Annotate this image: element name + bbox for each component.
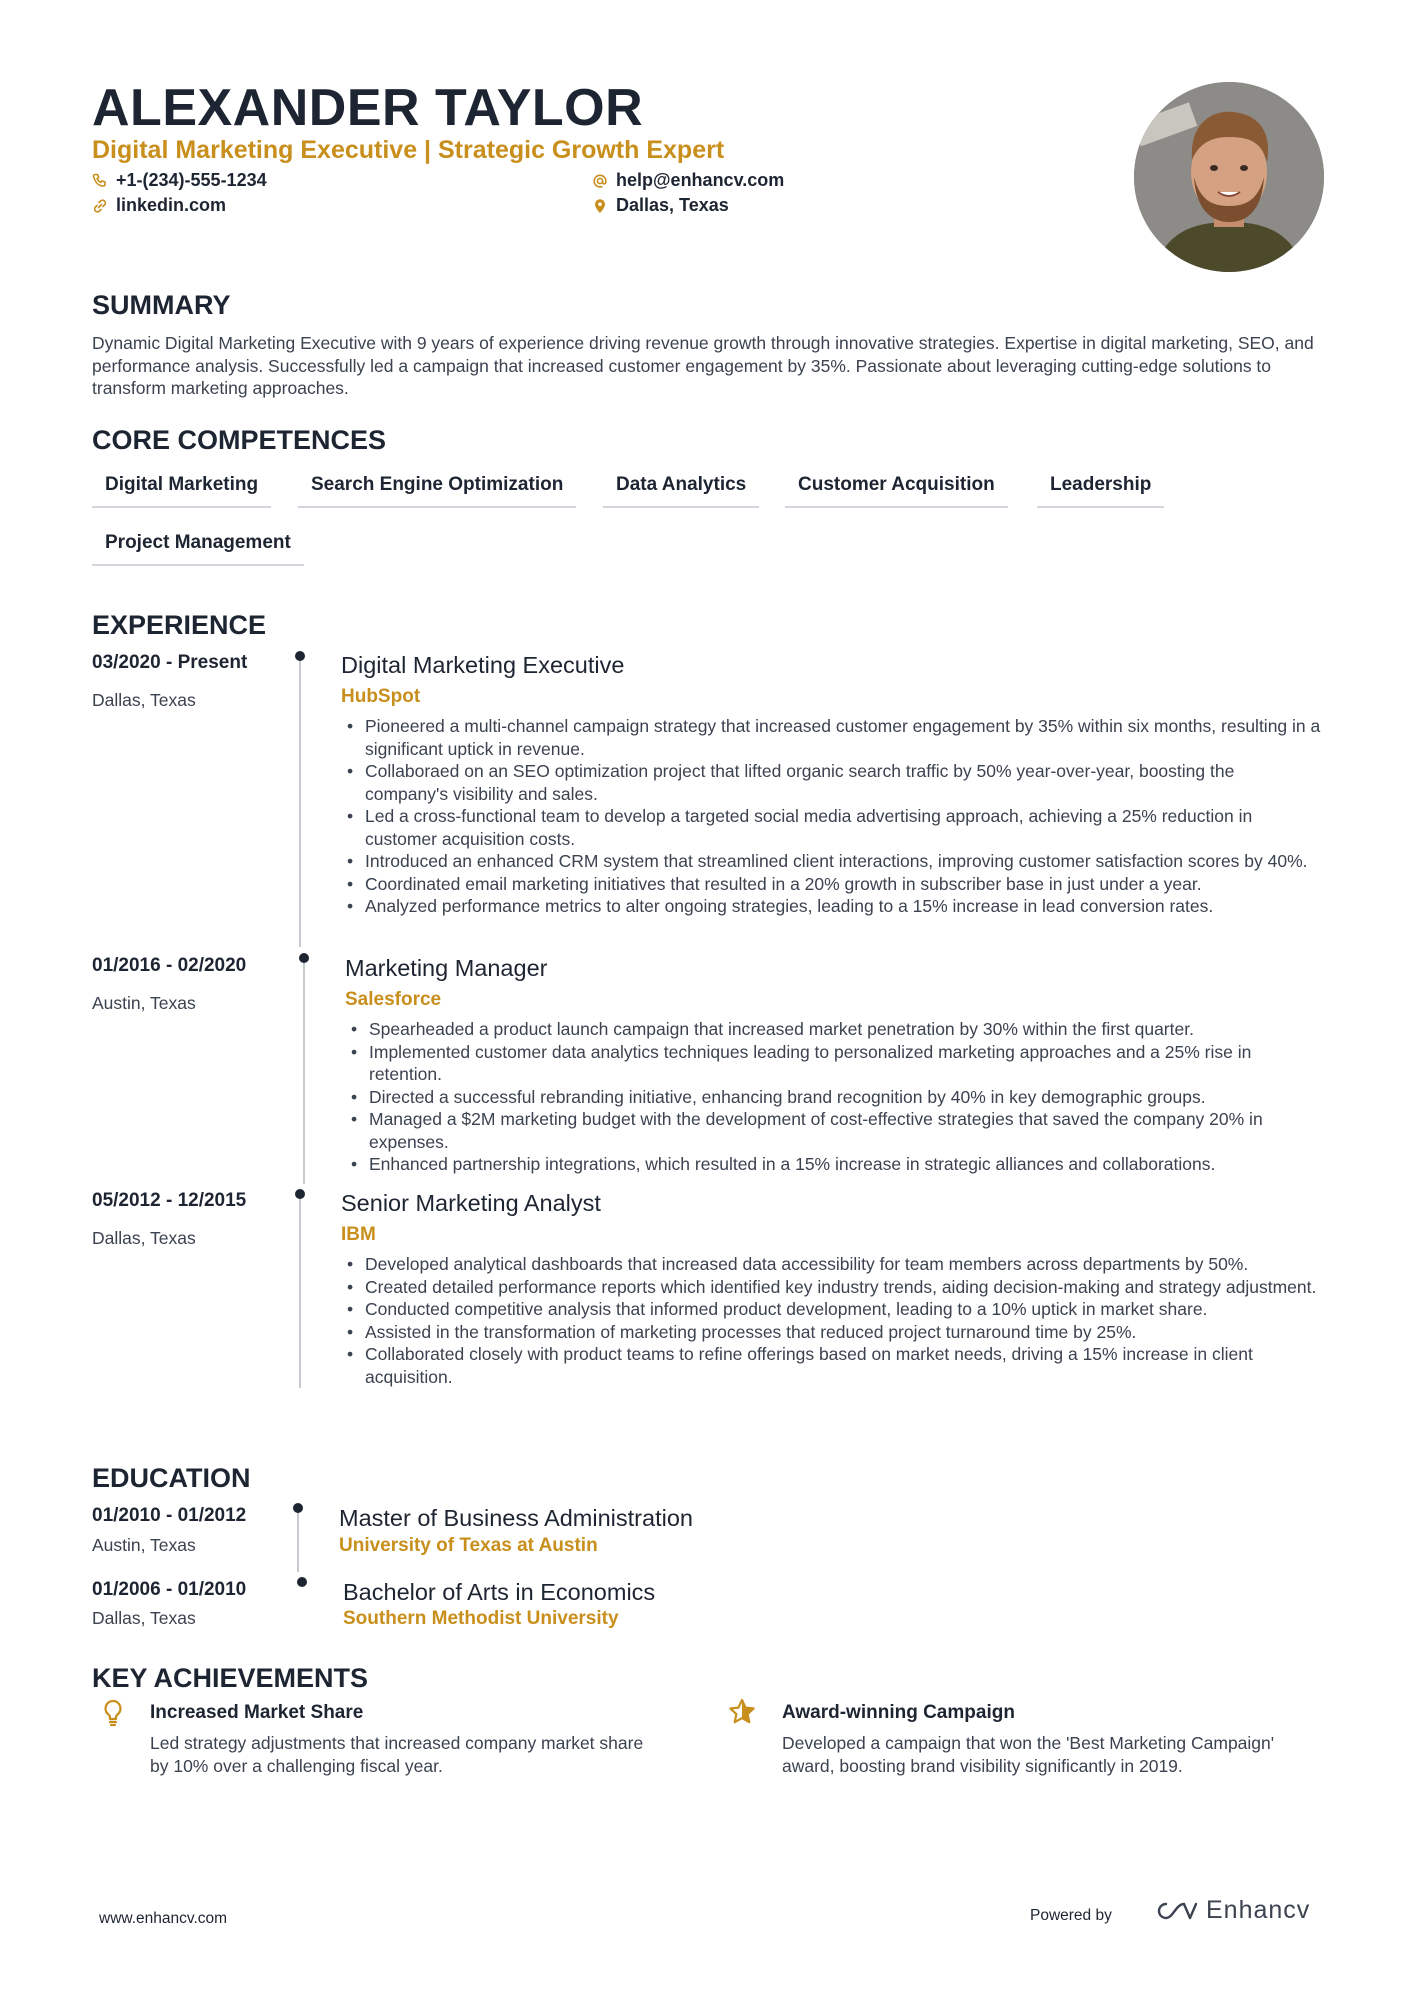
contact-phone [92,170,267,191]
timeline-line [299,660,301,947]
footer-website[interactable]: www.enhancv.com [99,1910,228,1927]
education-location: Austin, Texas [92,1535,196,1555]
job-bullet: • Implemented customer data analytics techniques leading to personalized marketing approaches and a 25% rise in retention. [345,1041,1325,1086]
job-dates: 03/2020 - Present [92,652,248,673]
job-company: HubSpot [341,686,421,707]
competence-tag: Leadership [1037,470,1164,508]
job-bullet: • Analyzed performance metrics to alter ongoing strategies, leading to a 15% increase in lead conversion rates. [341,895,1321,918]
phone-text[interactable]: +1-(234)-555-1234 [116,170,267,190]
job-company: Salesforce [345,989,442,1010]
job-bullet: • Assisted in the transformation of marketing processes that reduced project turnaround time by 25%. [341,1321,1331,1344]
timeline-dot [299,953,309,963]
job-bullets [341,1253,1331,1388]
job-bullet: • Coordinated email marketing initiatives that resulted in a 20% growth in subscriber base in just under a year. [341,873,1321,896]
job-bullet: • Collaboraed on an SEO optimization project that lifted organic search traffic by 50% year-over-year, boosting the company's visibility and sales. [341,760,1321,805]
education-degree: Bachelor of Arts in Economics [343,1579,656,1605]
candidate-name: ALEXANDER TAYLOR [92,79,644,137]
education-dates: 01/2010 - 01/2012 [92,1505,247,1526]
job-bullet: • Created detailed performance reports which identified key industry trends, aiding decision-making and strategy adjustment. [341,1276,1331,1299]
experience-heading: EXPERIENCE [92,610,267,640]
achievement-title: Increased Market Share [150,1702,364,1723]
job-bullet: • Enhanced partnership integrations, which resulted in a 15% increase in strategic alliances and collaborations. [345,1153,1325,1176]
timeline-line [303,962,305,1184]
job-bullet: • Spearheaded a product launch campaign that increased market penetration by 30% within the first quarter. [345,1018,1325,1041]
education-heading: EDUCATION [92,1463,251,1493]
job-bullet: • Pioneered a multi-channel campaign strategy that increased customer engagement by 35% within six months, resulting in a significant uptick in revenue. [341,715,1321,760]
summary-text: Dynamic Digital Marketing Executive with 9 years of experience driving revenue growth through innovative strategies. Expertise in digital marketing, SEO, and performance analysis. Successfully led a campaign that increased customer engagement by 35%. Passionate about leveraging cutting-edge solutions to transform marketing approaches. [92,333,1314,398]
timeline-line [297,1512,299,1572]
achievements-heading: KEY ACHIEVEMENTS [92,1663,369,1693]
education-school: University of Texas at Austin [339,1535,598,1556]
contact-linkedin [92,195,226,216]
job-title: Digital Marketing Executive [341,652,625,678]
competence-tag: Search Engine Optimization [298,470,576,508]
job-bullet: • Collaborated closely with product teams to refine offerings based on market needs, driving a 15% increase in client acquisition. [341,1343,1331,1388]
job-location: Austin, Texas [92,993,196,1013]
job-bullets [345,1018,1325,1176]
education-dates: 01/2006 - 01/2010 [92,1579,247,1600]
at-icon [592,173,608,189]
competence-tag: Digital Marketing [92,470,271,508]
competence-tag: Data Analytics [603,470,759,508]
footer-brand-name: Enhancv [1206,1896,1311,1924]
timeline-dot [297,1577,307,1587]
lightbulb-icon [98,1697,128,1727]
job-bullets [341,715,1321,918]
job-dates: 01/2016 - 02/2020 [92,955,247,976]
avatar-illustration [1134,82,1324,272]
email-text[interactable]: help@enhancv.com [616,170,785,190]
achievement-title: Award-winning Campaign [782,1702,1015,1723]
education-degree: Master of Business Administration [339,1505,693,1531]
footer-brand-logo[interactable] [1150,1896,1310,1925]
job-dates: 05/2012 - 12/2015 [92,1190,247,1211]
job-bullet: • Led a cross-functional team to develop a targeted social media advertising approach, achieving a 25% reduction in customer acquisition costs. [341,805,1321,850]
job-bullet: • Managed a $2M marketing budget with the development of cost-effective strategies that saved the company 20% in expenses. [345,1108,1325,1153]
contact-email [592,170,784,191]
candidate-headline: Digital Marketing Executive | Strategic Growth Expert [92,136,725,164]
achievement-description: Developed a campaign that won the 'Best Marketing Campaign' award, boosting brand visibility significantly in 2019. [782,1733,1275,1776]
competence-tag: Project Management [92,528,304,566]
job-title: Senior Marketing Analyst [341,1190,601,1216]
job-bullet: • Developed analytical dashboards that increased data accessibility for team members across departments by 50%. [341,1253,1331,1276]
job-location: Dallas, Texas [92,690,196,710]
enhancv-logo-icon [1150,1898,1198,1924]
timeline-dot [295,651,305,661]
linkedin-text[interactable]: linkedin.com [116,195,227,215]
job-bullet: • Conducted competitive analysis that informed product development, leading to a 10% uptick in market share. [341,1298,1331,1321]
location-pin-icon [592,198,608,214]
timeline-dot [293,1503,303,1513]
education-school: Southern Methodist University [343,1608,619,1629]
location-text: Dallas, Texas [616,195,729,215]
job-location: Dallas, Texas [92,1228,196,1248]
link-icon [92,198,108,214]
summary-heading: SUMMARY [92,290,231,320]
star-icon [727,1697,757,1727]
education-location: Dallas, Texas [92,1608,196,1628]
profile-photo [1134,82,1324,272]
phone-icon [92,173,108,189]
competence-tag: Customer Acquisition [785,470,1008,508]
competences-heading: CORE COMPETENCES [92,425,387,455]
contact-location [592,195,729,216]
job-bullet: • Directed a successful rebranding initiative, enhancing brand recognition by 40% in key demographic groups. [345,1086,1325,1109]
job-company: IBM [341,1224,376,1245]
footer-powered-by: Powered by [1030,1907,1112,1924]
job-bullet: • Introduced an enhanced CRM system that streamlined client interactions, improving customer satisfaction scores by 40%. [341,850,1321,873]
timeline-dot [295,1189,305,1199]
timeline-line [299,1198,301,1388]
achievement-description: Led strategy adjustments that increased company market share by 10% over a challenging fiscal year. [150,1733,644,1776]
job-title: Marketing Manager [345,955,548,981]
